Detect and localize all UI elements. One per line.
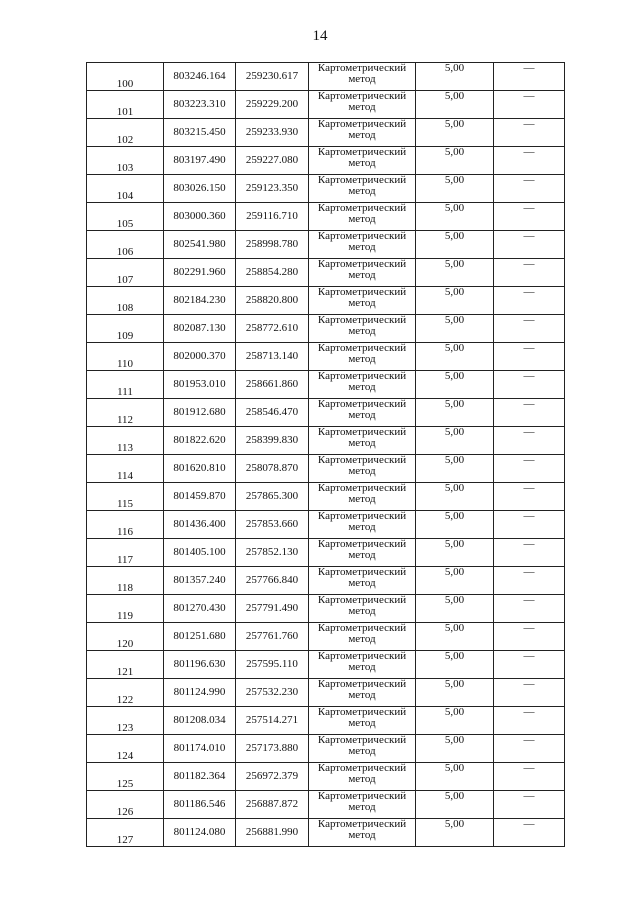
method-line-1: Картометрический	[317, 258, 407, 270]
point-number-cell: 123	[87, 707, 164, 735]
dash-cell: —	[494, 651, 565, 679]
method-line-1: Картометрический	[317, 286, 407, 298]
dash-cell: —	[494, 371, 565, 399]
dash-cell: —	[494, 231, 565, 259]
accuracy-cell: 5,00	[416, 679, 494, 707]
x-coordinate-cell: 802087.130	[164, 315, 236, 343]
method-line-2: метод	[348, 549, 376, 561]
table-row	[87, 91, 565, 119]
x-coordinate-cell: 801124.990	[164, 679, 236, 707]
accuracy-cell: 5,00	[416, 91, 494, 119]
point-number-cell: 112	[87, 399, 164, 427]
dash-cell: —	[494, 259, 565, 287]
point-number-cell: 127	[87, 819, 164, 847]
accuracy-cell: 5,00	[416, 819, 494, 847]
point-number-cell: 107	[87, 259, 164, 287]
method-line-1: Картометрический	[317, 818, 407, 830]
method-line-2: метод	[348, 73, 376, 85]
method-line-2: метод	[348, 241, 376, 253]
dash-cell: —	[494, 343, 565, 371]
method-line-1: Картометрический	[317, 566, 407, 578]
table-row	[87, 203, 565, 231]
method-cell	[309, 595, 416, 623]
method-cell	[309, 63, 416, 91]
method-cell	[309, 119, 416, 147]
x-coordinate-cell: 801459.870	[164, 483, 236, 511]
table-row	[87, 735, 565, 763]
y-coordinate-cell: 257595.110	[236, 651, 309, 679]
method-line-1: Картометрический	[317, 510, 407, 522]
method-cell	[309, 175, 416, 203]
method-line-2: метод	[348, 801, 376, 813]
accuracy-cell: 5,00	[416, 707, 494, 735]
y-coordinate-cell: 256881.990	[236, 819, 309, 847]
table-row	[87, 791, 565, 819]
point-number-cell: 124	[87, 735, 164, 763]
accuracy-cell: 5,00	[416, 539, 494, 567]
y-coordinate-cell: 258078.870	[236, 455, 309, 483]
method-line-1: Картометрический	[317, 762, 407, 774]
x-coordinate-cell: 803000.360	[164, 203, 236, 231]
method-line-1: Картометрический	[317, 146, 407, 158]
x-coordinate-cell: 801174.010	[164, 735, 236, 763]
x-coordinate-cell: 803223.310	[164, 91, 236, 119]
point-number-cell: 101	[87, 91, 164, 119]
point-number-cell: 119	[87, 595, 164, 623]
accuracy-cell: 5,00	[416, 259, 494, 287]
method-cell	[309, 231, 416, 259]
accuracy-cell: 5,00	[416, 567, 494, 595]
dash-cell: —	[494, 483, 565, 511]
accuracy-cell: 5,00	[416, 63, 494, 91]
point-number-cell: 115	[87, 483, 164, 511]
x-coordinate-cell: 803246.164	[164, 63, 236, 91]
table-row	[87, 679, 565, 707]
y-coordinate-cell: 257852.130	[236, 539, 309, 567]
x-coordinate-cell: 802184.230	[164, 287, 236, 315]
x-coordinate-cell: 803197.490	[164, 147, 236, 175]
method-cell	[309, 483, 416, 511]
y-coordinate-cell: 257173.880	[236, 735, 309, 763]
method-cell	[309, 707, 416, 735]
x-coordinate-cell: 801620.810	[164, 455, 236, 483]
x-coordinate-cell: 802541.980	[164, 231, 236, 259]
accuracy-cell: 5,00	[416, 315, 494, 343]
x-coordinate-cell: 801182.364	[164, 763, 236, 791]
method-cell	[309, 539, 416, 567]
dash-cell: —	[494, 427, 565, 455]
dash-cell: —	[494, 119, 565, 147]
x-coordinate-cell: 802000.370	[164, 343, 236, 371]
dash-cell: —	[494, 819, 565, 847]
accuracy-cell: 5,00	[416, 651, 494, 679]
point-number-cell: 114	[87, 455, 164, 483]
accuracy-cell: 5,00	[416, 455, 494, 483]
method-line-1: Картометрический	[317, 202, 407, 214]
x-coordinate-cell: 801186.546	[164, 791, 236, 819]
accuracy-cell: 5,00	[416, 511, 494, 539]
x-coordinate-cell: 801436.400	[164, 511, 236, 539]
table-row	[87, 595, 565, 623]
accuracy-cell: 5,00	[416, 427, 494, 455]
point-number-cell: 111	[87, 371, 164, 399]
method-line-2: метод	[348, 213, 376, 225]
dash-cell: —	[494, 623, 565, 651]
y-coordinate-cell: 258661.860	[236, 371, 309, 399]
y-coordinate-cell: 257766.840	[236, 567, 309, 595]
y-coordinate-cell: 257761.760	[236, 623, 309, 651]
x-coordinate-cell: 801196.630	[164, 651, 236, 679]
method-cell	[309, 651, 416, 679]
dash-cell: —	[494, 707, 565, 735]
accuracy-cell: 5,00	[416, 623, 494, 651]
point-number-cell: 126	[87, 791, 164, 819]
method-cell	[309, 91, 416, 119]
accuracy-cell: 5,00	[416, 763, 494, 791]
method-cell	[309, 455, 416, 483]
y-coordinate-cell: 257791.490	[236, 595, 309, 623]
table-row	[87, 343, 565, 371]
point-number-cell: 104	[87, 175, 164, 203]
y-coordinate-cell: 257865.300	[236, 483, 309, 511]
x-coordinate-cell: 803215.450	[164, 119, 236, 147]
method-line-2: метод	[348, 101, 376, 113]
y-coordinate-cell: 257853.660	[236, 511, 309, 539]
table-row	[87, 623, 565, 651]
method-line-2: метод	[348, 605, 376, 617]
method-line-2: метод	[348, 773, 376, 785]
table-row	[87, 651, 565, 679]
y-coordinate-cell: 259229.200	[236, 91, 309, 119]
dash-cell: —	[494, 399, 565, 427]
table-row	[87, 371, 565, 399]
method-line-2: метод	[348, 409, 376, 421]
y-coordinate-cell: 256972.379	[236, 763, 309, 791]
dash-cell: —	[494, 455, 565, 483]
table-row	[87, 455, 565, 483]
table-row	[87, 175, 565, 203]
point-number-cell: 105	[87, 203, 164, 231]
method-line-1: Картометрический	[317, 734, 407, 746]
x-coordinate-cell: 801357.240	[164, 567, 236, 595]
method-cell	[309, 315, 416, 343]
method-cell	[309, 679, 416, 707]
method-line-1: Картометрический	[317, 706, 407, 718]
method-line-1: Картометрический	[317, 230, 407, 242]
method-line-2: метод	[348, 633, 376, 645]
method-line-2: метод	[348, 157, 376, 169]
method-cell	[309, 427, 416, 455]
point-number-cell: 100	[87, 63, 164, 91]
method-line-1: Картометрический	[317, 594, 407, 606]
method-line-2: метод	[348, 465, 376, 477]
dash-cell: —	[494, 175, 565, 203]
y-coordinate-cell: 259123.350	[236, 175, 309, 203]
accuracy-cell: 5,00	[416, 343, 494, 371]
y-coordinate-cell: 259230.617	[236, 63, 309, 91]
method-cell	[309, 623, 416, 651]
method-cell	[309, 259, 416, 287]
accuracy-cell: 5,00	[416, 175, 494, 203]
y-coordinate-cell: 259116.710	[236, 203, 309, 231]
dash-cell: —	[494, 763, 565, 791]
accuracy-cell: 5,00	[416, 119, 494, 147]
point-number-cell: 121	[87, 651, 164, 679]
x-coordinate-cell: 801912.680	[164, 399, 236, 427]
method-line-2: метод	[348, 829, 376, 841]
y-coordinate-cell: 258772.610	[236, 315, 309, 343]
y-coordinate-cell: 257514.271	[236, 707, 309, 735]
table-row	[87, 511, 565, 539]
method-line-2: метод	[348, 185, 376, 197]
method-line-2: метод	[348, 381, 376, 393]
dash-cell: —	[494, 203, 565, 231]
point-number-cell: 110	[87, 343, 164, 371]
coordinates-table	[86, 62, 565, 847]
y-coordinate-cell: 259227.080	[236, 147, 309, 175]
table-row	[87, 763, 565, 791]
point-number-cell: 125	[87, 763, 164, 791]
x-coordinate-cell: 801208.034	[164, 707, 236, 735]
method-line-2: метод	[348, 493, 376, 505]
method-line-2: метод	[348, 437, 376, 449]
method-line-2: метод	[348, 129, 376, 141]
x-coordinate-cell: 801251.680	[164, 623, 236, 651]
table-row	[87, 483, 565, 511]
method-line-1: Картометрический	[317, 650, 407, 662]
method-line-1: Картометрический	[317, 622, 407, 634]
dash-cell: —	[494, 91, 565, 119]
y-coordinate-cell: 258713.140	[236, 343, 309, 371]
method-line-1: Картометрический	[317, 118, 407, 130]
method-line-2: метод	[348, 353, 376, 365]
dash-cell: —	[494, 791, 565, 819]
y-coordinate-cell: 258820.800	[236, 287, 309, 315]
table-row	[87, 231, 565, 259]
method-cell	[309, 511, 416, 539]
x-coordinate-cell: 801953.010	[164, 371, 236, 399]
dash-cell: —	[494, 595, 565, 623]
method-line-1: Картометрический	[317, 454, 407, 466]
point-number-cell: 122	[87, 679, 164, 707]
table-row	[87, 63, 565, 91]
point-number-cell: 109	[87, 315, 164, 343]
y-coordinate-cell: 258854.280	[236, 259, 309, 287]
method-cell	[309, 203, 416, 231]
method-cell	[309, 567, 416, 595]
method-line-2: метод	[348, 717, 376, 729]
method-line-1: Картометрический	[317, 538, 407, 550]
table-row	[87, 119, 565, 147]
method-line-1: Картометрический	[317, 482, 407, 494]
point-number-cell: 106	[87, 231, 164, 259]
method-line-1: Картометрический	[317, 342, 407, 354]
dash-cell: —	[494, 679, 565, 707]
method-line-1: Картометрический	[317, 370, 407, 382]
dash-cell: —	[494, 735, 565, 763]
page-number: 14	[312, 28, 328, 44]
method-line-2: метод	[348, 577, 376, 589]
accuracy-cell: 5,00	[416, 147, 494, 175]
dash-cell: —	[494, 539, 565, 567]
method-cell	[309, 343, 416, 371]
accuracy-cell: 5,00	[416, 287, 494, 315]
x-coordinate-cell: 802291.960	[164, 259, 236, 287]
table-row	[87, 147, 565, 175]
method-line-1: Картометрический	[317, 426, 407, 438]
table-row	[87, 399, 565, 427]
x-coordinate-cell: 801405.100	[164, 539, 236, 567]
method-line-2: метод	[348, 297, 376, 309]
point-number-cell: 102	[87, 119, 164, 147]
accuracy-cell: 5,00	[416, 595, 494, 623]
dash-cell: —	[494, 315, 565, 343]
x-coordinate-cell: 801822.620	[164, 427, 236, 455]
point-number-cell: 120	[87, 623, 164, 651]
method-line-1: Картометрический	[317, 314, 407, 326]
accuracy-cell: 5,00	[416, 483, 494, 511]
point-number-cell: 117	[87, 539, 164, 567]
accuracy-cell: 5,00	[416, 203, 494, 231]
table-row	[87, 287, 565, 315]
y-coordinate-cell: 258546.470	[236, 399, 309, 427]
y-coordinate-cell: 259233.930	[236, 119, 309, 147]
point-number-cell: 116	[87, 511, 164, 539]
dash-cell: —	[494, 511, 565, 539]
accuracy-cell: 5,00	[416, 791, 494, 819]
method-line-2: метод	[348, 689, 376, 701]
table-row	[87, 707, 565, 735]
table-row	[87, 427, 565, 455]
method-line-2: метод	[348, 325, 376, 337]
method-line-2: метод	[348, 745, 376, 757]
method-cell	[309, 819, 416, 847]
point-number-cell: 113	[87, 427, 164, 455]
method-line-1: Картометрический	[317, 90, 407, 102]
method-cell	[309, 287, 416, 315]
table-row	[87, 259, 565, 287]
method-line-1: Картометрический	[317, 790, 407, 802]
x-coordinate-cell: 803026.150	[164, 175, 236, 203]
dash-cell: —	[494, 63, 565, 91]
table-row	[87, 567, 565, 595]
y-coordinate-cell: 257532.230	[236, 679, 309, 707]
accuracy-cell: 5,00	[416, 371, 494, 399]
dash-cell: —	[494, 147, 565, 175]
accuracy-cell: 5,00	[416, 231, 494, 259]
dash-cell: —	[494, 287, 565, 315]
method-line-2: метод	[348, 521, 376, 533]
method-line-2: метод	[348, 269, 376, 281]
accuracy-cell: 5,00	[416, 399, 494, 427]
table-row	[87, 315, 565, 343]
point-number-cell: 108	[87, 287, 164, 315]
dash-cell: —	[494, 567, 565, 595]
x-coordinate-cell: 801270.430	[164, 595, 236, 623]
table-row	[87, 539, 565, 567]
method-cell	[309, 371, 416, 399]
y-coordinate-cell: 256887.872	[236, 791, 309, 819]
method-cell	[309, 147, 416, 175]
method-line-1: Картометрический	[317, 678, 407, 690]
point-number-cell: 103	[87, 147, 164, 175]
y-coordinate-cell: 258998.780	[236, 231, 309, 259]
y-coordinate-cell: 258399.830	[236, 427, 309, 455]
method-line-1: Картометрический	[317, 174, 407, 186]
x-coordinate-cell: 801124.080	[164, 819, 236, 847]
coordinates-table-body	[87, 63, 565, 847]
method-cell	[309, 763, 416, 791]
method-cell	[309, 735, 416, 763]
accuracy-cell: 5,00	[416, 735, 494, 763]
method-line-2: метод	[348, 661, 376, 673]
method-line-1: Картометрический	[317, 62, 407, 74]
table-row	[87, 819, 565, 847]
method-cell	[309, 399, 416, 427]
method-line-1: Картометрический	[317, 398, 407, 410]
point-number-cell: 118	[87, 567, 164, 595]
method-cell	[309, 791, 416, 819]
